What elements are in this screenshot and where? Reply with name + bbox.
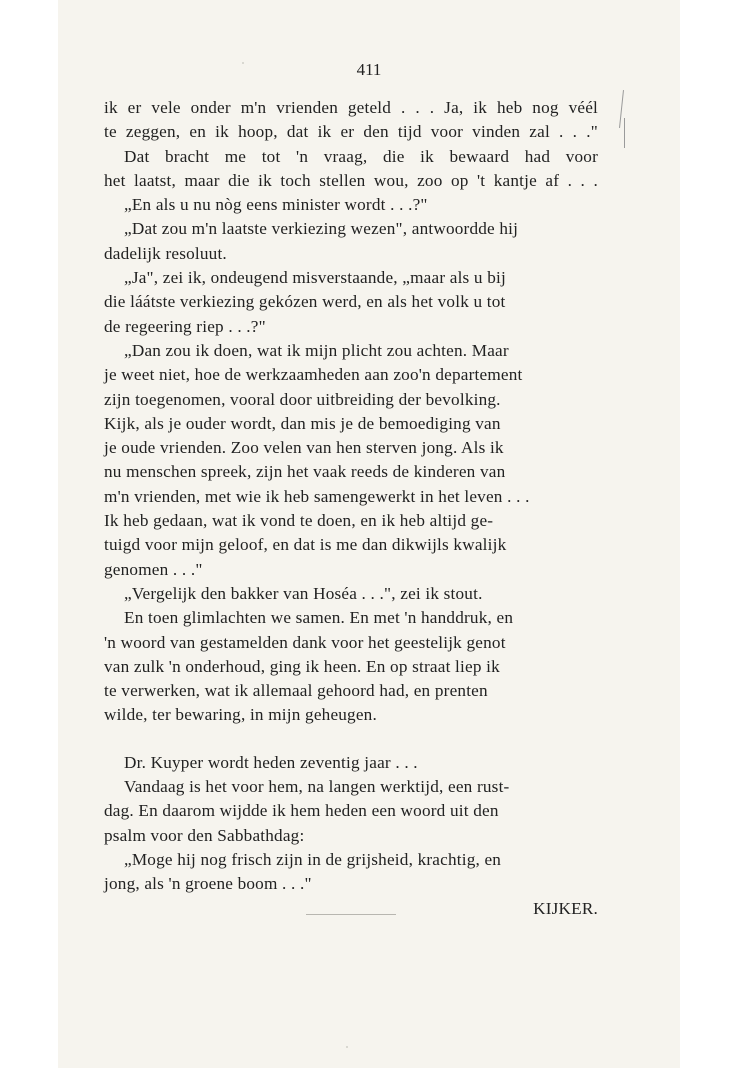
author-signature: KIJKER. [533, 898, 598, 918]
text-line: psalm voor den Sabbathdag: [104, 825, 305, 845]
paragraph [104, 751, 598, 775]
text-line: je oude vrienden. Zoo velen van hen sterven jong. Als ik [104, 438, 504, 458]
text-line: Dr. Kuyper wordt heden zeventig jaar . . . [124, 752, 418, 772]
paragraph [104, 193, 598, 217]
scan-margin-right [680, 0, 738, 1068]
text-line: 'n woord van gestamelden dank voor het geestelijk genot [104, 632, 506, 652]
text-line: wilde, ter bewaring, in mijn geheugen. [104, 705, 377, 725]
text-line: „Dan zou ik doen, wat ik mijn plicht zou achten. Maar [124, 340, 509, 360]
paragraph [104, 145, 598, 194]
text-line: Dat bracht me tot 'n vraag, die ik bewaard had voor [124, 146, 598, 166]
text-line: jong, als 'n groene boom . . ." [104, 874, 312, 894]
closing-rule [306, 914, 396, 915]
text-line: En toen glimlachten we samen. En met 'n handdruk, en [124, 608, 514, 628]
text-line: te verwerken, wat ik allemaal gehoord had, en prenten [104, 681, 488, 701]
section-gap [104, 728, 598, 751]
book-page [58, 0, 680, 1068]
paragraph [104, 96, 598, 145]
paragraph [104, 848, 598, 897]
body-text [104, 96, 598, 921]
text-line: zijn toegenomen, vooral door uitbreiding der bevolking. [104, 389, 501, 409]
paragraph [104, 606, 598, 727]
page-number: 411 [356, 60, 382, 79]
text-line: Kijk, als je ouder wordt, dan mis je de bemoediging van [104, 413, 501, 433]
paragraph [104, 582, 598, 606]
paragraph [104, 339, 598, 582]
paragraph [104, 775, 598, 848]
text-line: nu menschen spreek, zijn het vaak reeds de kinderen van [104, 462, 506, 482]
text-line: je weet niet, hoe de werkzaamheden aan zoo'n departement [104, 365, 523, 385]
text-line: „Ja", zei ik, ondeugend misverstaande, „maar als u bij [124, 268, 506, 288]
margin-pencil-mark [624, 118, 625, 148]
text-line: de regeering riep . . .?" [104, 316, 266, 336]
text-line: genomen . . ." [104, 559, 203, 579]
text-line: Vandaag is het voor hem, na langen werktijd, een rust- [124, 777, 510, 797]
text-line: Ik heb gedaan, wat ik vond te doen, en ik heb altijd ge- [104, 511, 494, 531]
text-line: dadelijk resoluut. [104, 243, 227, 263]
text-line: „Vergelijk den bakker van Hoséa . . .", zei ik stout. [124, 583, 483, 603]
text-line: die láátste verkiezing gekózen werd, en als het volk u tot [104, 292, 506, 312]
text-line: ik er vele onder m'n vrienden geteld . . . Ja, ik heb nog véél [104, 98, 598, 117]
text-line: het laatst, maar die ik toch stellen wou, zoo op 't kantje af . . . [104, 170, 598, 190]
text-line: m'n vrienden, met wie ik heb samengewerkt in het leven . . . [104, 486, 530, 506]
text-line: „Moge hij nog frisch zijn in de grijsheid, krachtig, en [124, 849, 502, 869]
text-line: „En als u nu nòg eens minister wordt . . .?" [124, 195, 428, 215]
text-line: te zeggen, en ik hoop, dat ik er den tijd voor vinden zal . . ." [104, 122, 598, 142]
text-line: „Dat zou m'n laatste verkiezing wezen", antwoordde hij [124, 219, 519, 239]
paragraph [104, 266, 598, 339]
paper-speck [346, 1046, 348, 1048]
text-line: van zulk 'n onderhoud, ging ik heen. En op straat liep ik [104, 656, 500, 676]
text-line: dag. En daarom wijdde ik hem heden een woord uit den [104, 801, 499, 821]
paragraph [104, 217, 598, 266]
scan-margin-left [0, 0, 58, 1068]
text-line: tuigd voor mijn geloof, en dat is me dan dikwijls kwalijk [104, 535, 507, 555]
